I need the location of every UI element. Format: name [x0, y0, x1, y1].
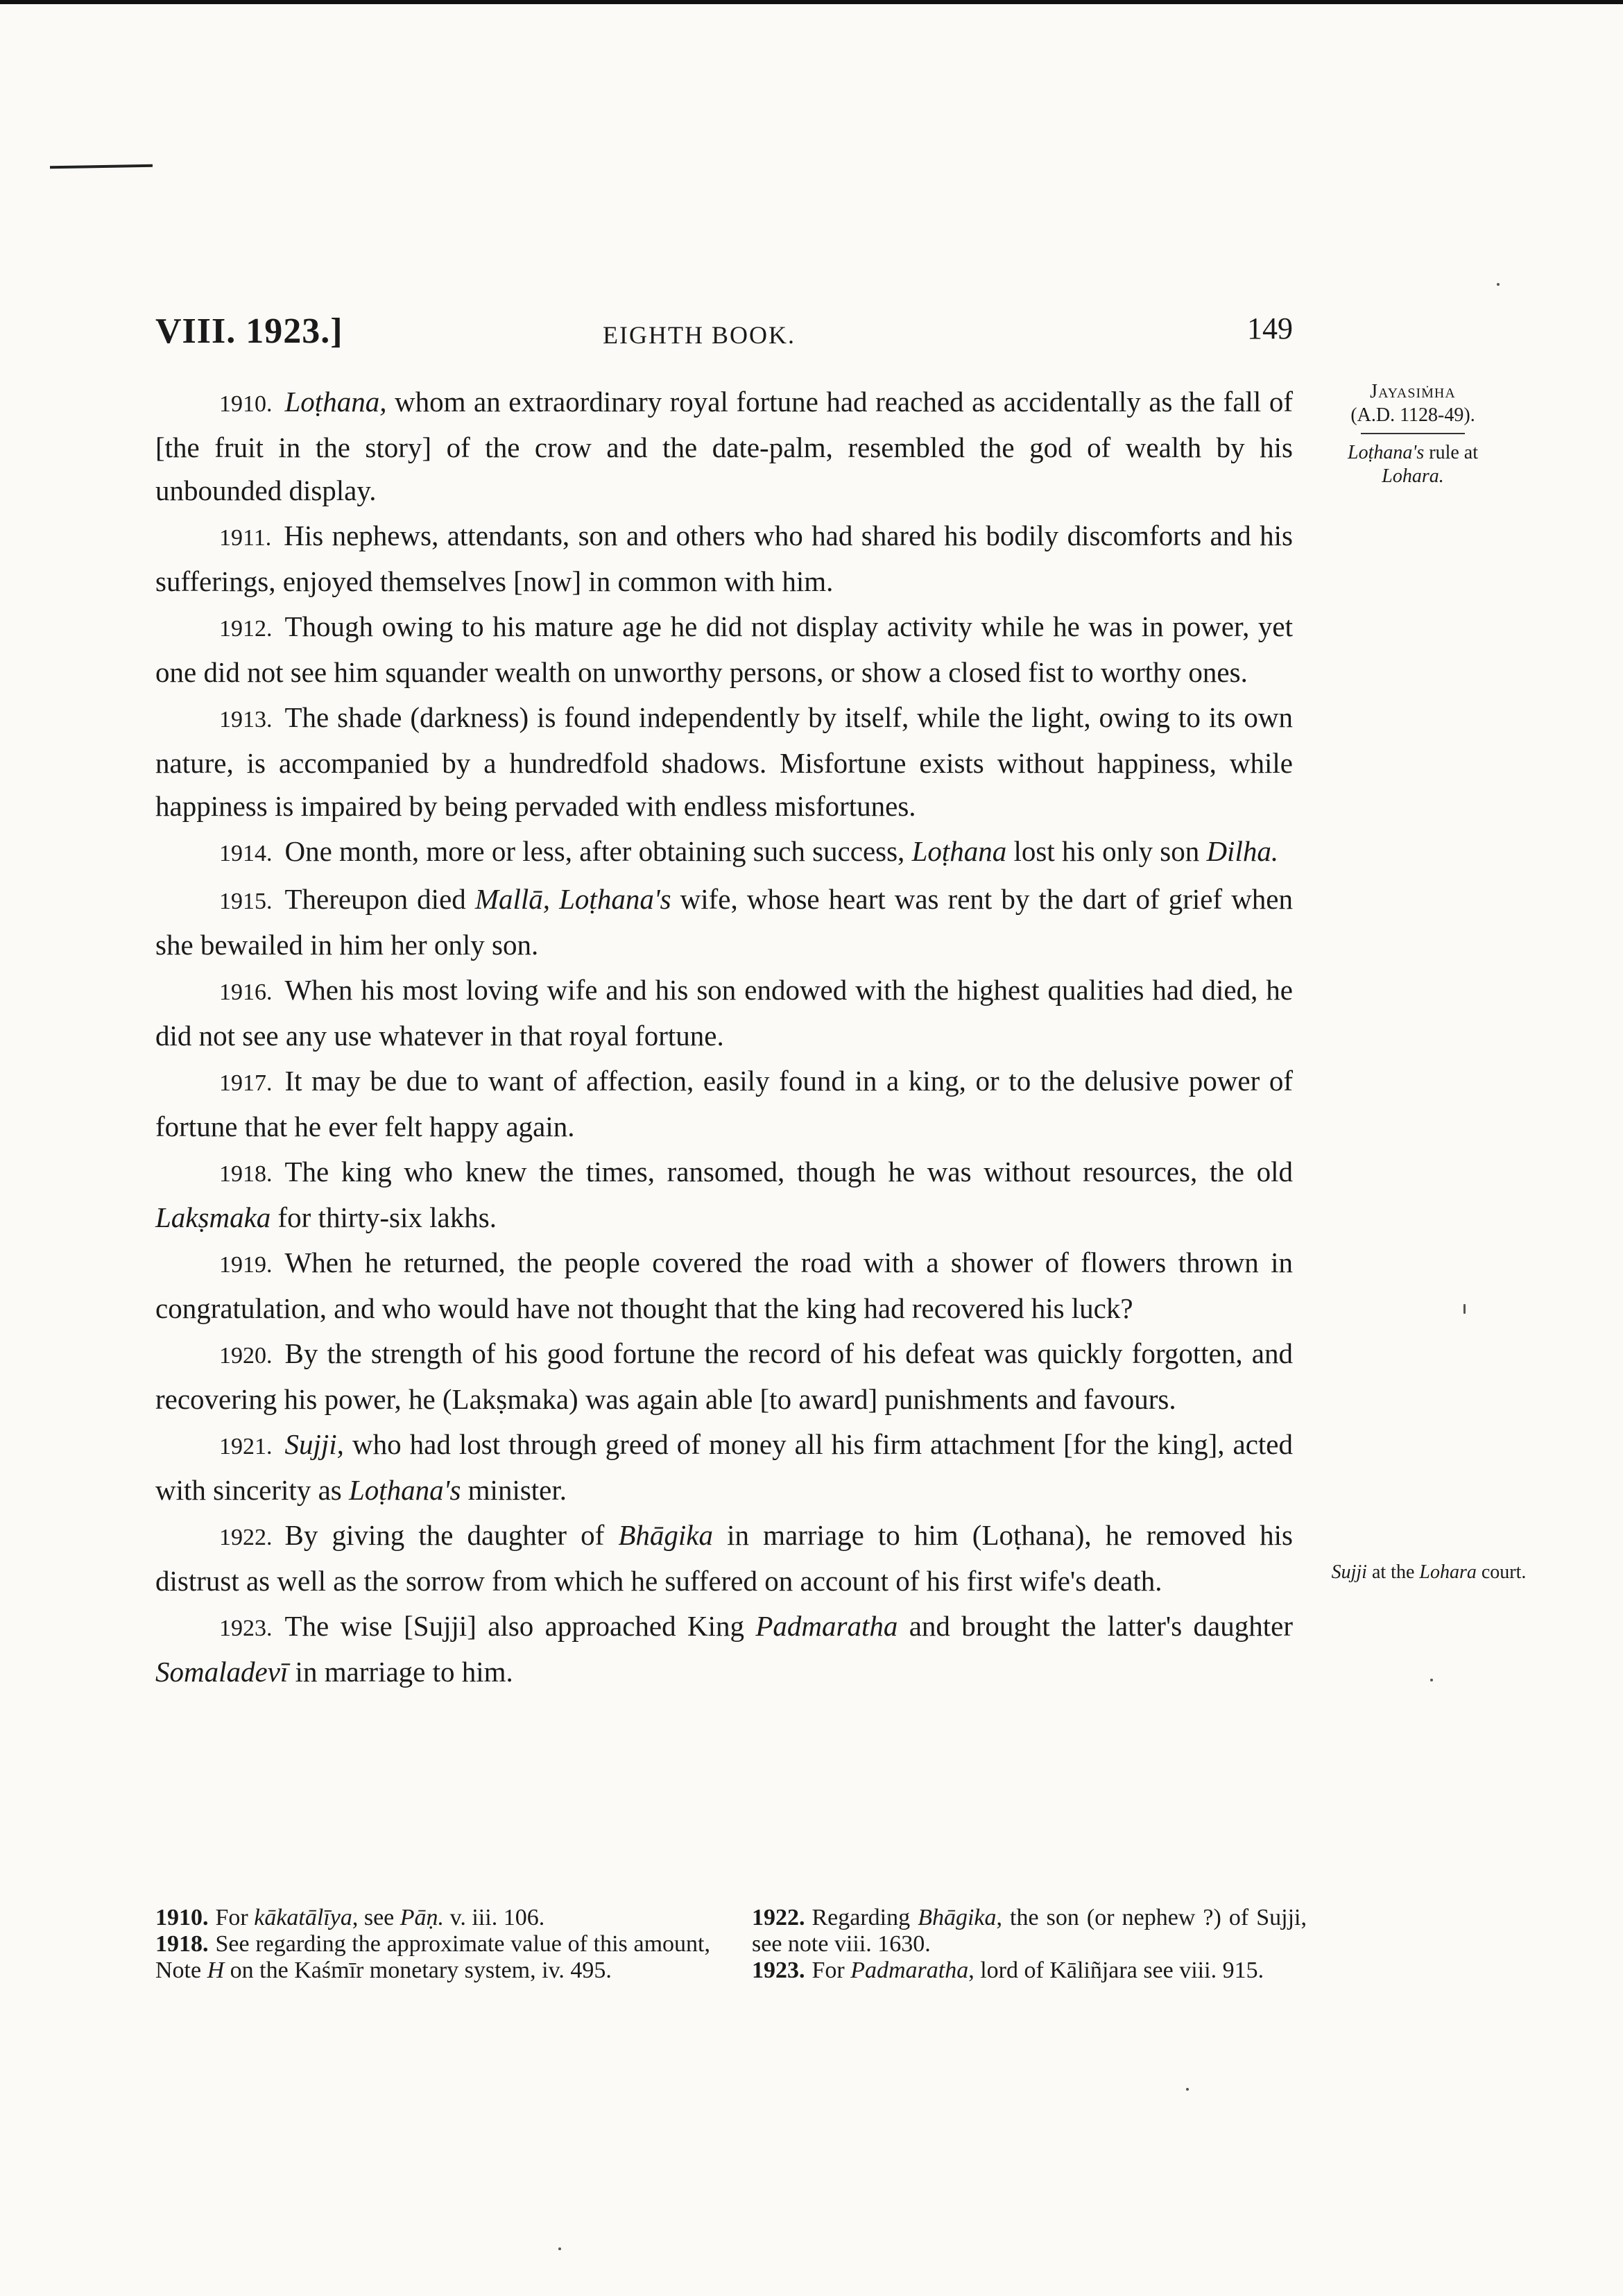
- text-run: Thereupon died: [284, 883, 475, 915]
- text-run: For: [215, 1905, 255, 1930]
- margin-note-king: Jayasiṁha: [1370, 381, 1456, 402]
- text-run: When he returned, the people covered the road with a shower of flowers thrown in congratulation, and who would have not thought that the king had recovered his luck?: [155, 1246, 1293, 1324]
- italic-name: Mallā, Loṭhana's: [474, 883, 671, 915]
- verse-paragraph: [155, 1423, 1293, 1511]
- italic-name: Lakṣmaka: [155, 1201, 271, 1233]
- text-run: minister.: [461, 1474, 567, 1506]
- text-run: for thirty-six lakhs.: [270, 1201, 497, 1233]
- text-run: and brought the latter's daughter: [898, 1610, 1293, 1642]
- verse-number: 1912.: [219, 616, 273, 642]
- text-run: The wise [Sujji] also approached King: [284, 1610, 756, 1642]
- verse-paragraph: [155, 1604, 1293, 1693]
- verse-number: 1919.: [219, 1252, 273, 1278]
- text-run: wife, whose heart was rent by the dart of grief when she bewailed in him her only son.: [155, 883, 1294, 961]
- verse-number: 1916.: [219, 979, 273, 1005]
- verse-paragraph: [155, 514, 1293, 603]
- footnote: [155, 1905, 710, 1931]
- verse-paragraph: [155, 968, 1293, 1057]
- text-run: One month, more or less, after obtaining such success,: [284, 835, 912, 867]
- italic-name: Bhāgika: [618, 1519, 713, 1551]
- footnotes-left-column: [155, 1905, 710, 1984]
- margin-note-sujji-place: Lohara: [1419, 1561, 1477, 1583]
- text-run: on the Kaśmīr monetary system, iv. 495.: [224, 1957, 612, 1983]
- verse-number: 1923.: [219, 1616, 273, 1641]
- running-head-title: EIGHTH BOOK.: [603, 321, 796, 349]
- margin-note-rule-text: rule at: [1424, 442, 1478, 463]
- margin-note-rule: [1333, 441, 1493, 488]
- verse-number: 1917.: [219, 1070, 273, 1096]
- verse-paragraph: [155, 1514, 1293, 1602]
- italic-name: Sujji,: [284, 1428, 344, 1460]
- text-run: lost his only son: [1006, 835, 1207, 867]
- scan-speck: [1430, 1679, 1433, 1681]
- ink-dash-mark: [50, 164, 153, 169]
- verse-number: 1915.: [219, 889, 273, 914]
- verse-paragraph: [155, 1059, 1293, 1148]
- scan-speck: [1463, 1304, 1466, 1314]
- text-run: , the son (or nephew ?) of Sujji, see note viii. 1630.: [752, 1905, 1307, 1957]
- footnote-number: 1923.: [752, 1957, 805, 1983]
- scan-speck: [1186, 2088, 1189, 2091]
- footnote-number: 1922.: [752, 1905, 805, 1930]
- running-head-section: VIII. 1923.]: [155, 311, 343, 351]
- margin-note-divider: [1361, 433, 1465, 434]
- scan-top-border: [0, 0, 1623, 4]
- verse-number: 1918.: [219, 1161, 273, 1187]
- verse-number: 1913.: [219, 707, 273, 733]
- verse-number: 1920.: [219, 1343, 273, 1369]
- running-head: [155, 311, 1293, 366]
- text-run: It may be due to want of affection, easily found in a king, or to the delusive power of fortune that he ever felt happy again.: [155, 1065, 1293, 1142]
- text-run: v. iii. 106.: [444, 1905, 545, 1930]
- verse-number: 1914.: [219, 841, 273, 866]
- text-run: By the strength of his good fortune the record of his defeat was quickly forgotten, and recovering his power, he (Lakṣmaka) was again able [to award] punishments and favours.: [155, 1337, 1293, 1415]
- margin-note-rule-place: Lohara.: [1382, 465, 1444, 487]
- margin-note-rule-name: Loṭhana's: [1348, 442, 1425, 463]
- text-run: Though owing to his mature age he did not display activity while he was in power, yet one did not see him squander wealth on unworthy persons, or show a closed fist to worthy ones.: [155, 610, 1293, 688]
- text-run: who had lost through greed of money all his firm attachment [for the king], acted with sincerity as: [155, 1428, 1293, 1506]
- italic-name: Somaladevī: [155, 1656, 289, 1688]
- text-run: The king who knew the times, ransomed, though he was without resources, the old: [284, 1156, 1293, 1188]
- footnotes-right-column: [752, 1905, 1307, 1984]
- verse-paragraph: [155, 605, 1293, 694]
- italic-name: kākatālīya: [254, 1905, 352, 1930]
- margin-note-sujji-name: Sujji: [1331, 1561, 1367, 1583]
- margin-note-sujji-text: at the: [1366, 1561, 1420, 1583]
- verse-paragraph: [155, 1332, 1293, 1421]
- margin-note-sujji-end: court.: [1476, 1561, 1527, 1583]
- footnote: [752, 1957, 1307, 1984]
- verse-number: 1910.: [219, 391, 273, 417]
- margin-note-jayasimha: [1333, 380, 1493, 488]
- text-run: , lord of Kāliñjara see viii. 915.: [968, 1957, 1264, 1983]
- italic-name: Bhāgika: [918, 1905, 997, 1930]
- text-run: By giving the daughter of: [284, 1519, 619, 1551]
- verse-paragraph: [155, 1150, 1293, 1239]
- footnote: [155, 1931, 710, 1984]
- footnote: [752, 1905, 1307, 1957]
- scan-speck: [558, 2247, 561, 2250]
- verse-number: 1921.: [219, 1434, 273, 1459]
- verse-paragraph: [155, 877, 1293, 966]
- text-run: , see: [352, 1905, 400, 1930]
- margin-note-dates: (A.D. 1128-49).: [1350, 404, 1475, 426]
- text-run: in marriage to him (Loṭhana), he removed his distrust as well as the sorrow from which he suffered on account of his first wife's death.: [155, 1519, 1293, 1597]
- verse-number: 1911.: [219, 525, 272, 551]
- italic-name: Loṭhana,: [284, 386, 387, 418]
- text-run: Regarding: [812, 1905, 918, 1930]
- text-run: When his most loving wife and his son endowed with the highest qualities had died, he did not see any use whatever in that royal fortune.: [155, 974, 1293, 1052]
- text-run: in marriage to him.: [288, 1656, 513, 1688]
- text-run: See regarding the approximate value of this amount, Note: [155, 1931, 710, 1983]
- verse-paragraph: [155, 380, 1293, 512]
- text-run: For: [812, 1957, 851, 1983]
- text-run: His nephews, attendants, son and others who had shared his bodily discomforts and his sufferings, enjoyed themselves [now] in common with him.: [155, 520, 1293, 597]
- margin-note-sujji: [1318, 1561, 1540, 1584]
- italic-name: Padmaratha: [850, 1957, 969, 1983]
- verse-paragraph: [155, 830, 1293, 875]
- italic-name: Loṭhana: [911, 835, 1007, 867]
- italic-name: Padmaratha: [755, 1610, 898, 1642]
- verse-paragraph: [155, 696, 1293, 828]
- italic-name: Pāṇ.: [400, 1905, 445, 1930]
- footnote-number: 1918.: [155, 1931, 209, 1957]
- italic-name: Loṭhana's: [348, 1474, 461, 1506]
- page-number: 149: [1247, 311, 1293, 345]
- text-run: whom an extraordinary royal fortune had reached as accidentally as the fall of [the fruit in the story] of the crow and the date-palm, resembled the god of wealth by his unbounded display.: [155, 386, 1293, 506]
- text-run: The shade (darkness) is found independently by itself, while the light, owing to its own nature, is accompanied by a hundredfold shadows. Misfortune exists without happiness, while happiness is impaired by being pervaded with endless misfortunes.: [155, 701, 1293, 822]
- verse-paragraph: [155, 1241, 1293, 1330]
- italic-name: Dilha.: [1206, 835, 1279, 867]
- italic-name: H: [207, 1957, 225, 1983]
- footnote-number: 1910.: [155, 1905, 209, 1930]
- scan-speck: [1497, 283, 1500, 286]
- body-text: [155, 380, 1293, 1695]
- verse-number: 1922.: [219, 1525, 273, 1550]
